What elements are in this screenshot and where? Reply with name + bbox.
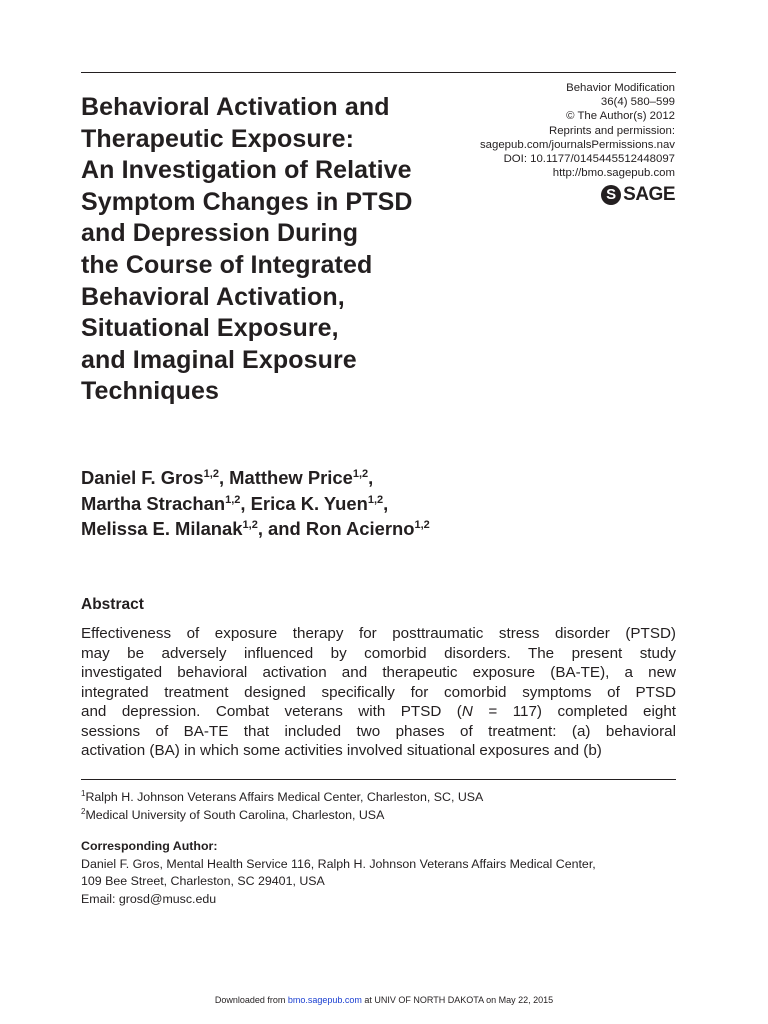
abstract-line bbox=[81, 702, 676, 722]
title-line: the Course of Integrated bbox=[81, 250, 373, 279]
abstract-line bbox=[81, 644, 676, 664]
corresponding-author bbox=[81, 838, 676, 908]
author-line bbox=[81, 516, 681, 542]
affiliation-text: Ralph H. Johnson Veterans Affairs Medical Center, Charleston, SC, USA bbox=[85, 790, 484, 804]
abstract-text: investigated behavioral activation and therapeutic exposure (BA-TE), a new bbox=[81, 664, 676, 681]
title-line: Symptom Changes in PTSD bbox=[81, 187, 413, 216]
affiliation-item bbox=[81, 789, 676, 807]
author-name: Melissa E. Milanak bbox=[81, 518, 243, 539]
author-name: Matthew Price bbox=[229, 467, 353, 488]
abstract-text: may be adversely influenced by comorbid disorders. The present study bbox=[81, 644, 676, 662]
journal-name: Behavior Modification bbox=[566, 82, 675, 94]
journal-volume: 36(4) 580–599 bbox=[600, 96, 675, 109]
author-separator: , bbox=[383, 492, 389, 514]
author-separator: , bbox=[218, 467, 230, 488]
author-affiliation-mark: 1,2 bbox=[203, 468, 219, 480]
abstract-line bbox=[81, 663, 676, 683]
journal-copyright: © The Author(s) 2012 bbox=[566, 110, 675, 123]
author-name: Ron Acierno bbox=[305, 518, 415, 539]
author-separator: , bbox=[368, 467, 374, 488]
abstract-line bbox=[81, 722, 676, 742]
journal-doi[interactable]: DOI: 10.1177/0145445512448097 bbox=[503, 153, 675, 166]
author-affiliation-mark: 1,2 bbox=[352, 468, 369, 480]
abstract-italic-n: N bbox=[461, 703, 473, 720]
affiliation-number: 2 bbox=[81, 806, 86, 816]
author-name: Daniel F. Gros bbox=[81, 467, 204, 488]
author-separator: , bbox=[240, 492, 251, 514]
download-footer bbox=[0, 995, 768, 1005]
corresponding-email[interactable]: Email: grosd@musc.edu bbox=[81, 891, 217, 906]
journal-permissions-link[interactable]: sagepub.com/journalsPermissions.nav bbox=[479, 138, 675, 151]
journal-url[interactable]: http://bmo.sagepub.com bbox=[552, 167, 675, 180]
title-line: Situational Exposure, bbox=[81, 314, 339, 343]
author-affiliation-mark: 1,2 bbox=[414, 519, 430, 531]
abstract-line bbox=[81, 624, 676, 644]
footer-prefix: Downloaded from bbox=[214, 995, 288, 1005]
title-line: Behavioral Activation, bbox=[81, 282, 345, 311]
affiliations bbox=[81, 789, 676, 824]
journal-reprints: Reprints and permission: bbox=[549, 124, 675, 137]
abstract-text: integrated treatment designed specifically for comorbid symptoms of PTSD bbox=[81, 683, 676, 701]
corresponding-line: 109 Bee Street, Charleston, SC 29401, USA bbox=[81, 874, 325, 888]
author-name: Erica K. Yuen bbox=[250, 492, 368, 514]
title-line: and Imaginal Exposure bbox=[81, 345, 357, 374]
abstract-text: Effectiveness of exposure therapy for posttraumatic stress disorder (PTSD) bbox=[81, 625, 676, 642]
author-affiliation-mark: 1,2 bbox=[242, 519, 258, 531]
author-separator: , and bbox=[257, 518, 306, 539]
journal-info bbox=[415, 81, 675, 180]
footer-suffix: at UNIV OF NORTH DAKOTA on May 22, 2015 bbox=[361, 995, 554, 1005]
affiliation-number: 1 bbox=[81, 789, 86, 798]
abstract-text: and depression. Combat veterans with PTSD ( bbox=[81, 703, 462, 720]
sage-logo-text: SAGE bbox=[623, 184, 675, 205]
abstract-line bbox=[81, 741, 676, 761]
abstract-line bbox=[81, 683, 676, 703]
author-name: Martha Strachan bbox=[81, 492, 226, 514]
sage-logo bbox=[601, 184, 675, 206]
title-line: An Investigation of Relative bbox=[81, 156, 412, 185]
abstract-heading: Abstract bbox=[81, 596, 144, 613]
affiliation-text: Medical University of South Carolina, Charleston, USA bbox=[85, 807, 385, 822]
title-line: Behavioral Activation and bbox=[81, 93, 390, 121]
corresponding-heading: Corresponding Author: bbox=[81, 839, 218, 853]
author-affiliation-mark: 1,2 bbox=[367, 493, 384, 506]
affiliation-item bbox=[81, 807, 676, 825]
title-line: Therapeutic Exposure: bbox=[81, 124, 354, 153]
title-line: Techniques bbox=[81, 377, 220, 406]
abstract-body bbox=[81, 624, 676, 761]
top-rule bbox=[81, 72, 676, 73]
abstract-text: activation (BA) in which some activities involved situational exposures and (b) bbox=[81, 742, 602, 759]
sage-logo-icon: S bbox=[601, 185, 621, 205]
author-affiliation-mark: 1,2 bbox=[225, 493, 241, 506]
footnote-rule bbox=[81, 779, 676, 780]
corresponding-line: Daniel F. Gros, Mental Health Service 116, Ralph H. Johnson Veterans Affairs Medical Center, bbox=[81, 856, 596, 871]
author-line bbox=[81, 491, 681, 517]
footer-link[interactable]: bmo.sagepub.com bbox=[287, 995, 362, 1005]
abstract-text: sessions of BA-TE that included two phases of treatment: (a) behavioral bbox=[81, 722, 676, 740]
abstract-text: = 117) completed eight bbox=[472, 703, 676, 720]
author-line bbox=[81, 465, 681, 491]
author-list bbox=[81, 465, 681, 542]
title-line: and Depression During bbox=[81, 219, 359, 248]
